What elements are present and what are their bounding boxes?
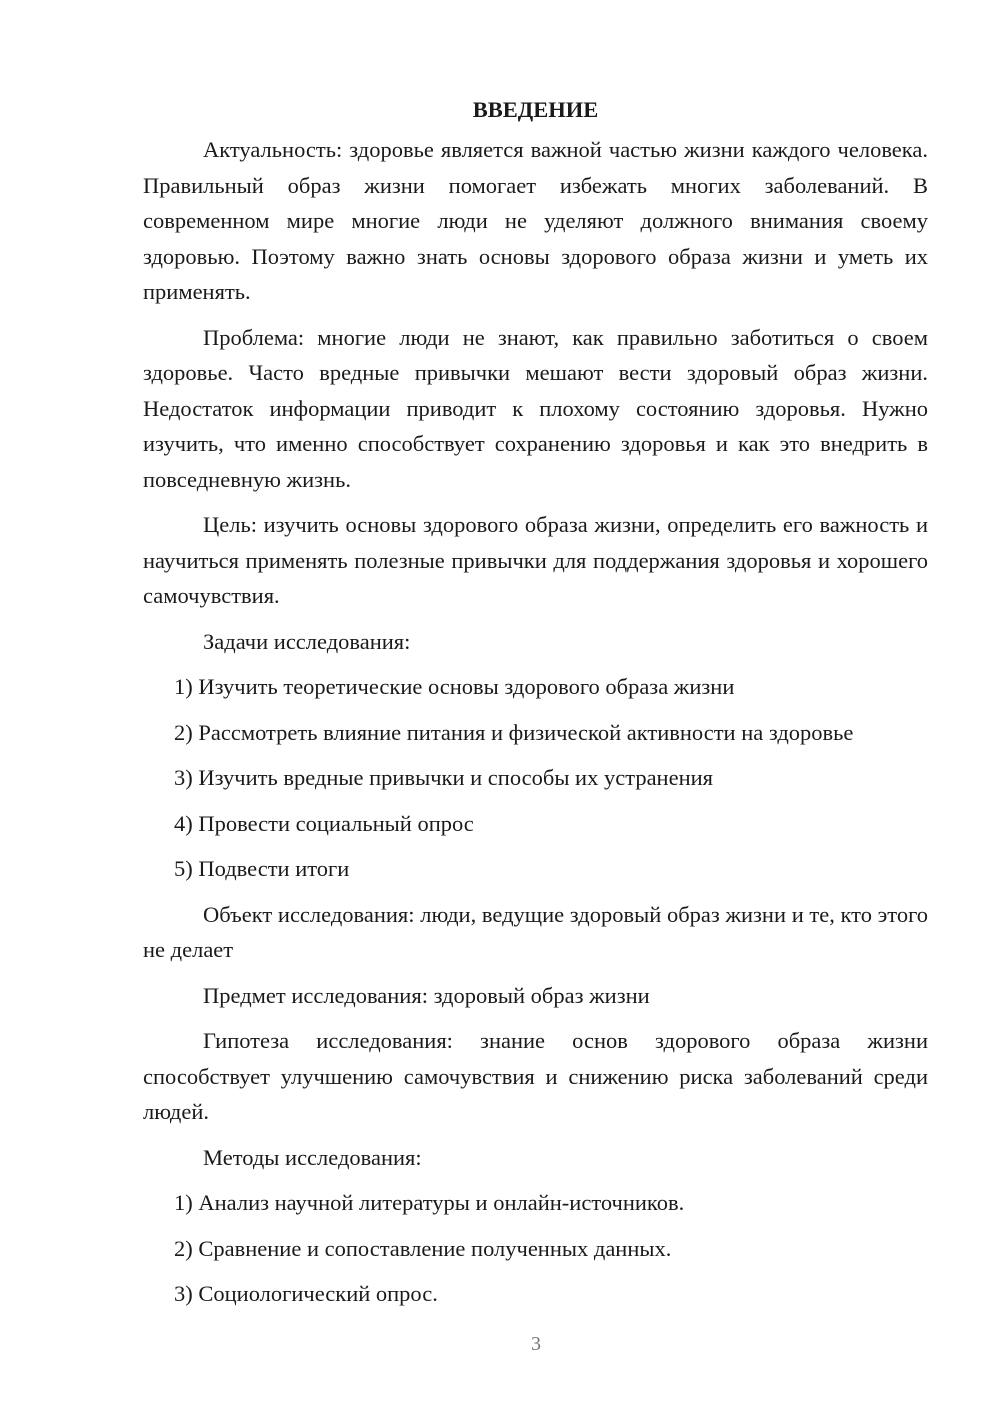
relevance-paragraph: Актуальность: здоровье является важной частью жизни каждого человека. Правильный образ жизни помогает избежать многих заболеваний. В современном мире многие люди не уделяют должного внимания своему здоровью. Поэтому важно знать основы здорового образа жизни и уметь их применять. [143,137,928,304]
section-heading: ВВЕДЕНИЕ [472,97,599,122]
hypothesis-paragraph: Гипотеза исследования: знание основ здорового образа жизни способствует улучшению самочувствия и снижению риска заболеваний среди людей. [143,1028,928,1124]
task-item: 3) Изучить вредные привычки и способы их устранения [174,765,714,790]
page-number: 3 [531,1333,541,1355]
task-item: 5) Подвести итоги [174,856,350,881]
methods-title: Методы исследования: [203,1144,422,1170]
subject-line: Предмет исследования: здоровый образ жизни [203,982,650,1008]
goal-paragraph: Цель: изучить основы здорового образа жизни, определить его важность и научиться применять полезные привычки для поддержания здоровья и хорошего самочувствия. [143,512,928,608]
tasks-title: Задачи исследования: [203,628,411,654]
task-item: 2) Рассмотреть влияние питания и физической активности на здоровье [174,719,854,745]
document-page [143,92,928,1322]
task-item: 4) Провести социальный опрос [174,810,474,836]
task-item: 1) Изучить теоретические основы здорового образа жизни [174,674,735,699]
problem-paragraph: Проблема: многие люди не знают, как правильно заботиться о своем здоровье. Часто вредные привычки мешают вести здоровый образ жизни. Недостаток информации приводит к плохому состоянию здоровья. Нужно изучить, что именно способствует сохранению здоровья и как это внедрить в повседневную жизнь. [143,324,928,492]
method-item: 2) Сравнение и сопоставление полученных данных. [174,1235,672,1261]
method-item: 1) Анализ научной литературы и онлайн-источников. [174,1190,685,1215]
method-item: 3) Социологический опрос. [174,1281,438,1306]
object-paragraph: Объект исследования: люди, ведущие здоровый образ жизни и те, кто этого не делает [143,901,928,962]
